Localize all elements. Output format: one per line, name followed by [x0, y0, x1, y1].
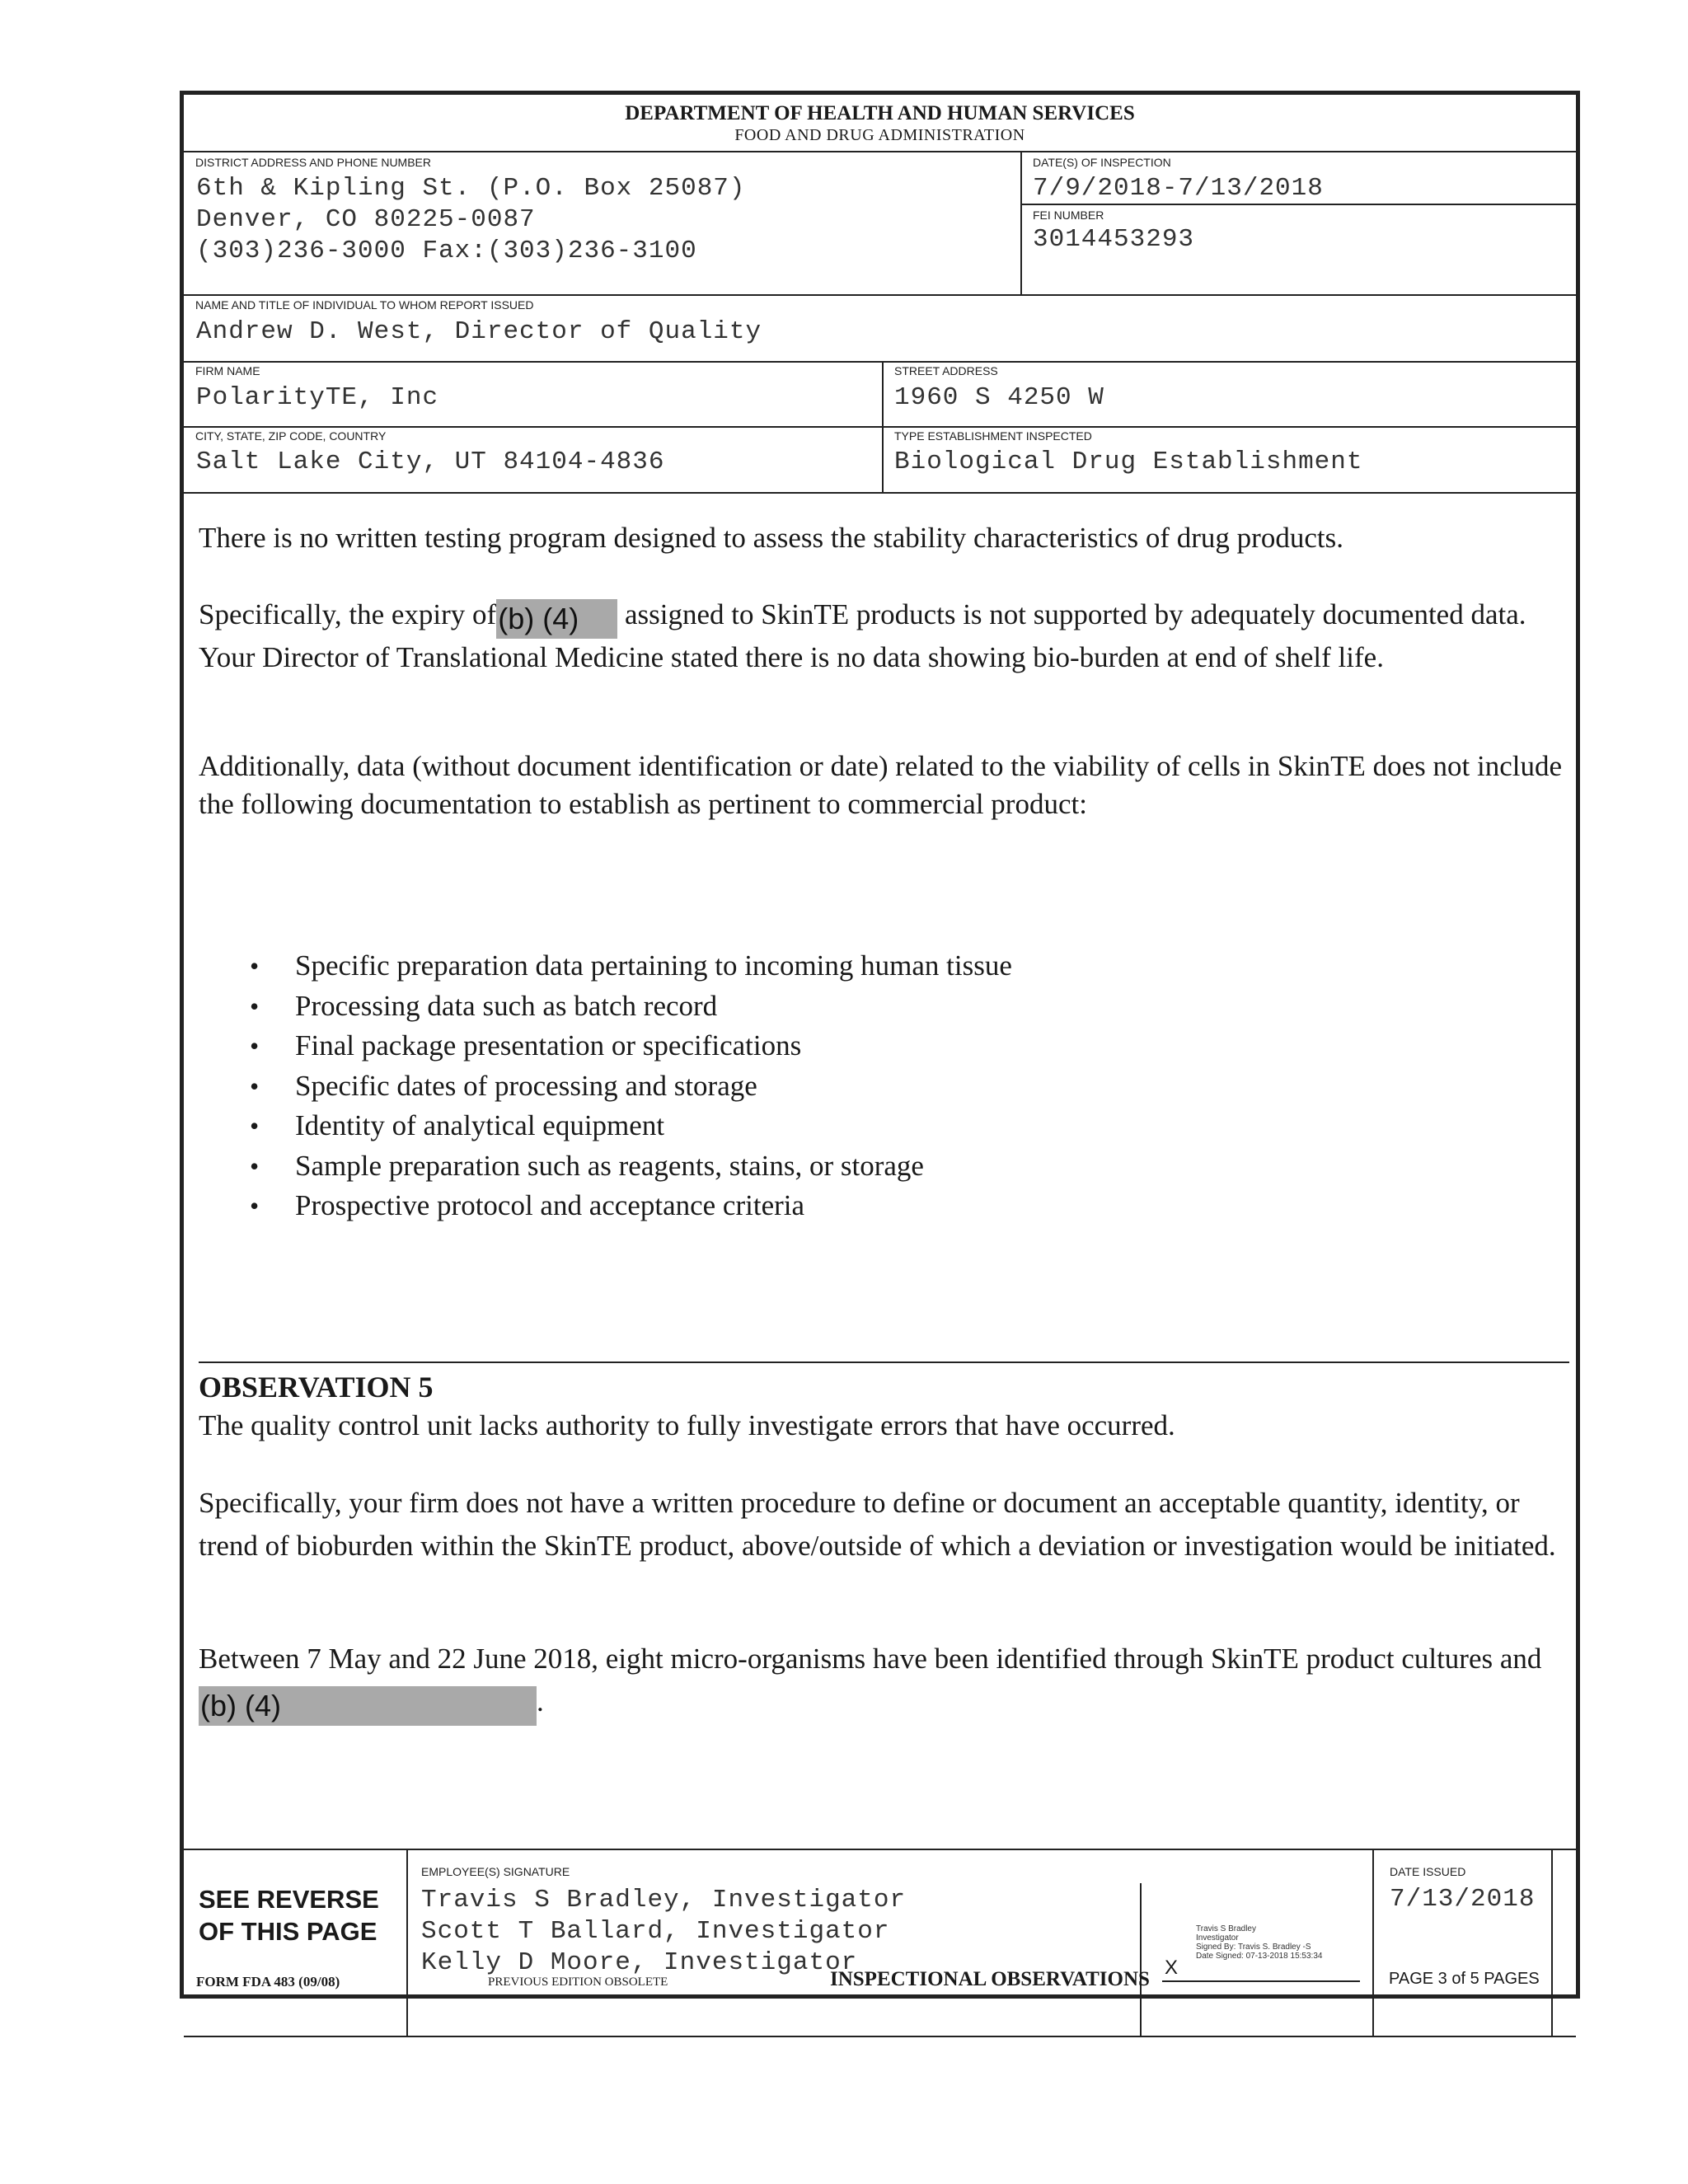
fei-label: FEI NUMBER: [1033, 209, 1104, 222]
electronic-signature-block: Travis S Bradley Investigator Signed By: Travis S. Bradley -S Date Signed: 07-13-2018 15:53:34: [1196, 1924, 1323, 1961]
investigator-name: Kelly D Moore, Investigator: [421, 1948, 858, 1977]
micro-text-before: Between 7 May and 22 June 2018, eight micro-organisms have been identified through SkinTE product cultures and: [199, 1643, 1542, 1675]
divider: [184, 294, 1576, 296]
divider: [1551, 1849, 1553, 2036]
firm-value: PolarityTE, Inc: [196, 383, 439, 412]
signature-x-mark: X: [1165, 1957, 1179, 1979]
paragraph-viability: Additionally, data (without document identification or date) related to the viability of cells in SkinTE does not include the following documentation to establish as pertinent to commercial product:: [199, 750, 1562, 820]
divider: [184, 2036, 1576, 2037]
form-header: [184, 95, 1576, 152]
type-value: Biological Drug Establishment: [894, 448, 1363, 476]
bullet-icon: •: [250, 1111, 260, 1141]
divider: [1020, 204, 1576, 205]
divider: [406, 1849, 408, 2036]
bullet-icon: •: [250, 991, 260, 1021]
type-label: TYPE ESTABLISHMENT INSPECTED: [894, 429, 1092, 443]
list-item: • Specific dates of processing and storage: [295, 1066, 1012, 1107]
divider: [1372, 1849, 1374, 2036]
list-item: • Processing data such as batch record: [295, 987, 1012, 1027]
previous-edition-note: PREVIOUS EDITION OBSOLETE: [488, 1975, 668, 1989]
date-issued-label: DATE ISSUED: [1390, 1865, 1466, 1878]
paragraph-microorganisms: [199, 1638, 1575, 1726]
street-label: STREET ADDRESS: [894, 364, 998, 377]
investigator-name: Scott T Ballard, Investigator: [421, 1917, 890, 1946]
divider: [184, 1849, 1576, 1850]
bullet-icon: •: [250, 1031, 260, 1061]
divider: [1140, 1883, 1142, 2036]
bullet-icon: •: [250, 951, 260, 981]
page-indicator: PAGE 3 of 5 PAGES: [1389, 1970, 1540, 1988]
list-item: • Identity of analytical equipment: [295, 1106, 1012, 1146]
individual-label: NAME AND TITLE OF INDIVIDUAL TO WHOM REPORT ISSUED: [195, 298, 534, 312]
expiry-text-after: assigned to SkinTE products is not supported by adequately documented data. Your Director of Translational Medicine stated there is no data showing bio-burden at end of shelf life.: [199, 598, 1526, 673]
street-value: 1960 S 4250 W: [894, 383, 1104, 412]
observation-title: OBSERVATION 5: [199, 1371, 434, 1404]
expiry-text-before: Specifically, the expiry of: [199, 598, 497, 630]
divider: [184, 361, 1576, 363]
form-id: FORM FDA 483 (09/08): [196, 1974, 340, 1990]
list-item: • Specific preparation data pertaining to incoming human tissue: [295, 946, 1012, 987]
city-value: Salt Lake City, UT 84104-4836: [196, 448, 665, 476]
district-label: DISTRICT ADDRESS AND PHONE NUMBER: [195, 156, 432, 169]
investigator-name: Travis S Bradley, Investigator: [421, 1886, 907, 1915]
individual-value: Andrew D. West, Director of Quality: [196, 317, 762, 346]
district-line1: 6th & Kipling St. (P.O. Box 25087): [196, 174, 746, 203]
paragraph-stability: There is no written testing program designed to assess the stability characteristics of drug products.: [199, 522, 1343, 554]
paragraph-qc-authority: The quality control unit lacks authority to fully investigate errors that have occurred.: [199, 1409, 1175, 1441]
documentation-list: [250, 946, 1012, 1226]
investigator-names: [421, 1885, 906, 1979]
agency-title: FOOD AND DRUG ADMINISTRATION: [734, 126, 1025, 144]
department-title: DEPARTMENT OF HEALTH AND HUMAN SERVICES: [625, 102, 1135, 124]
fei-value: 3014453293: [1033, 225, 1195, 254]
signature-line: [1162, 1980, 1360, 1982]
divider: [184, 492, 1576, 494]
list-item: • Final package presentation or specifications: [295, 1026, 1012, 1066]
paragraph-bioburden: Specifically, your firm does not have a written procedure to define or document an acceptable quantity, identity, or trend of bioburden within the SkinTE product, above/outside of which a deviation or investigation would be initiated.: [199, 1487, 1556, 1562]
dates-label: DATE(S) OF INSPECTION: [1033, 156, 1171, 169]
city-label: CITY, STATE, ZIP CODE, COUNTRY: [195, 429, 387, 443]
date-issued-value: 7/13/2018: [1390, 1885, 1536, 1914]
divider: [184, 426, 1576, 428]
divider: [1020, 151, 1022, 295]
form-title: INSPECTIONAL OBSERVATIONS: [830, 1968, 1150, 1990]
district-line3: (303)236-3000 Fax:(303)236-3100: [196, 237, 697, 265]
observation-divider: [199, 1361, 1569, 1363]
micro-text-after: .: [537, 1685, 544, 1718]
redaction-box: (b) (4): [199, 1686, 537, 1726]
paragraph-expiry: [199, 596, 1583, 677]
fda-483-form: [180, 91, 1580, 1999]
redaction-box: (b) (4): [496, 599, 617, 639]
list-item: • Sample preparation such as reagents, stains, or storage: [295, 1146, 1012, 1187]
district-line2: Denver, CO 80225-0087: [196, 205, 536, 234]
bullet-icon: •: [250, 1151, 260, 1181]
employee-signature-label: EMPLOYEE(S) SIGNATURE: [421, 1865, 570, 1878]
see-reverse-note: SEE REVERSE OF THIS PAGE: [199, 1885, 379, 1946]
firm-label: FIRM NAME: [195, 364, 260, 377]
bullet-icon: •: [250, 1071, 260, 1101]
list-item: • Prospective protocol and acceptance criteria: [295, 1186, 1012, 1226]
dates-value: 7/9/2018-7/13/2018: [1033, 174, 1324, 203]
bullet-icon: •: [250, 1191, 260, 1221]
